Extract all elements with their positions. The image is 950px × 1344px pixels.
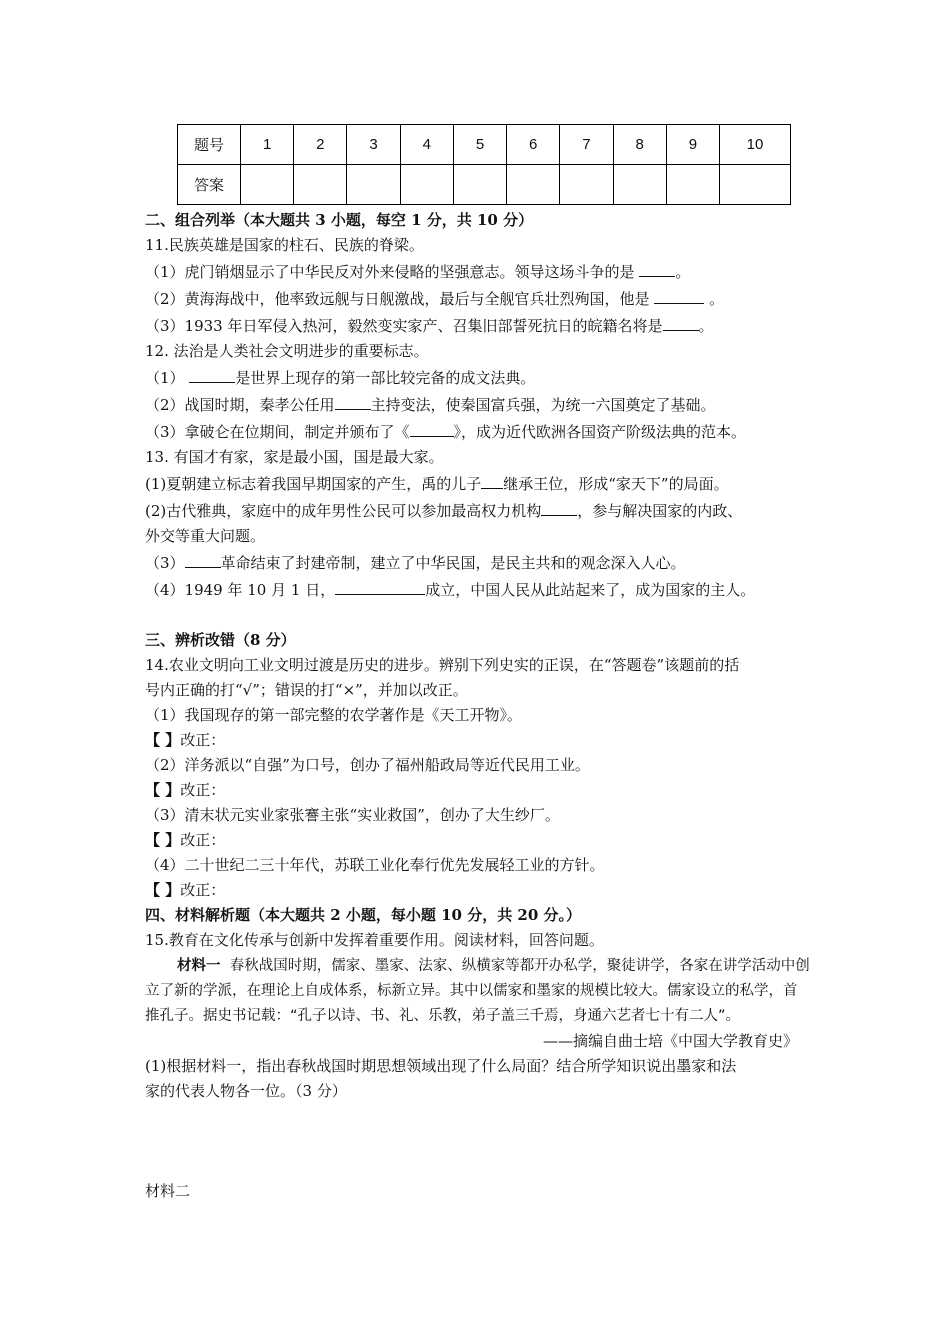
table-row [178,165,791,205]
question-stem: 15.教育在文化传承与创新中发挥着重要作用。阅读材料，回答问题。 [145,931,604,949]
correction-line [145,728,810,753]
answer-cell[interactable] [507,165,560,205]
answer-bracket[interactable]: 【 】 [145,831,181,849]
table-number-cell: 10 [720,125,791,165]
question-text: （3）1933 年日军侵入热河，毅然变实家产、召集旧部誓死抗日的皖籍名将是 [145,317,663,335]
question-line [145,312,810,339]
question-text: （2）黄海海战中，他率致远舰与日舰激战，最后与全舰官兵壮烈殉国，他是 [145,290,650,308]
correction-label: 改正： [180,881,226,899]
question-text: 。 [698,317,714,335]
table-header-cell: 答案 [178,165,241,205]
question-text: 继承王位，形成“家天下”的局面。 [503,475,729,493]
answer-cell[interactable] [666,165,719,205]
answer-blank[interactable] [410,418,454,437]
question-stem: 12. 法治是人类社会文明进步的重要标志。 [145,342,429,360]
question-text: （1）虎门销烟显示了中华民反对外来侵略的坚强意志。领导这场斗争的是 [145,263,635,281]
material-label: 材料一 [177,957,221,974]
question-text: (1)夏朝建立标志着我国早期国家的产生，禹的儿子 [145,475,482,493]
question-text: （4）1949 年 10 月 1 日， [145,581,336,599]
answer-blank[interactable] [663,312,699,331]
question-line [145,470,810,497]
question-text: 》，成为近代欧洲各国资产阶级法典的范本。 [453,423,747,441]
material-text: 春秋战国时期，儒家、墨家、法家、纵横家等都开办私学，聚徒讲学，各家在讲学活动中创立了新的学派，在理论上自成体系，标新立异。其中以儒家和墨家的规模比较大。儒家设立的私学，首推孔子。据史书记载：“孔子以诗、书、礼、乐教，弟子盖三千焉，身通六艺者七十有二人”。 [145,958,810,1024]
table-row [178,125,791,165]
answer-space[interactable] [145,1104,810,1179]
answer-blank[interactable] [481,470,503,489]
answer-blank[interactable] [185,549,221,568]
correction-label: 改正： [180,781,226,799]
section-title: 二、组合列举（本大题共 3 小题，每空 1 分，共 10 分） [145,211,534,229]
question-line [145,418,810,445]
answer-blank[interactable] [654,285,704,304]
question-stem: 14.农业文明向工业文明过渡是历史的进步。辨别下列史实的正误，在“答题卷”该题前的括 [145,656,740,674]
answer-table [177,124,791,205]
answer-blank[interactable] [335,576,425,595]
table-number-cell: 9 [666,125,719,165]
section-title: 四、材料解析题（本大题共 2 小题，每小题 10 分，共 20 分。） [145,906,582,924]
table-number-cell: 4 [400,125,453,165]
question-line: （3）清末状元实业家张謇主张“实业救国”，创办了大生纱厂。 [145,806,560,824]
question-text: (2)古代雅典，家庭中的成年男性公民可以参加最高权力机构 [145,502,542,520]
answer-bracket[interactable]: 【 】 [145,881,181,899]
table-header-cell: 题号 [178,125,241,165]
exam-content [145,208,810,1204]
table-number-cell: 5 [453,125,506,165]
question-text: 。 [709,290,725,308]
question-line [145,364,810,391]
table-number-cell: 3 [347,125,400,165]
answer-blank[interactable] [189,364,235,383]
question-line: （4）二十世纪二三十年代，苏联工业化奉行优先发展轻工业的方针。 [145,856,605,874]
answer-cell[interactable] [613,165,666,205]
question-text: 是世界上现存的第一部比较完备的成文法典。 [235,369,536,387]
question-line: 外交等重大问题。 [145,527,266,545]
answer-cell[interactable] [453,165,506,205]
answer-cell[interactable] [720,165,791,205]
question-line: 家的代表人物各一位。（3 分） [145,1082,347,1100]
question-line: (1)根据材料一，指出春秋战国时期思想领域出现了什么局面？结合所学知识说出墨家和法 [145,1057,737,1075]
question-text: （1） [145,369,185,387]
question-line [145,497,810,524]
answer-bracket[interactable]: 【 】 [145,731,181,749]
material-source: ——摘编自曲士培《中国大学教育史》 [542,1032,798,1050]
question-text: ，参与解决国家的内政、 [577,502,743,520]
correction-line [145,778,810,803]
question-line [145,576,810,603]
question-line [145,391,810,418]
question-text: 成立，中国人民从此站起来了，成为国家的主人。 [425,581,756,599]
correction-line [145,828,810,853]
question-text: 主持变法，使秦国富兵强，为统一六国奠定了基础。 [370,396,716,414]
question-stem: 13. 有国才有家，家是最小国，国是最大家。 [145,448,444,466]
answer-cell[interactable] [400,165,453,205]
answer-blank[interactable] [541,497,577,516]
question-text: 革命结束了封建帝制，建立了中华民国，是民主共和的观念深入人心。 [220,554,686,572]
answer-bracket[interactable]: 【 】 [145,781,181,799]
material-one [145,953,810,1029]
question-line: （2）洋务派以“自强”为口号，创办了福州船政局等近代民用工业。 [145,756,590,774]
spacer [145,603,810,628]
material-two-label: 材料二 [145,1182,191,1200]
correction-label: 改正： [180,731,226,749]
answer-cell[interactable] [560,165,613,205]
answer-cell[interactable] [347,165,400,205]
table-number-cell: 2 [294,125,347,165]
answer-cell[interactable] [241,165,294,205]
question-line: （1）我国现存的第一部完整的农学著作是《天工开物》。 [145,706,523,724]
question-stem: 11.民族英雄是国家的柱石、民族的脊梁。 [145,236,424,254]
question-text: （3）拿破仑在位期间，制定并颁布了《 [145,423,410,441]
correction-label: 改正： [180,831,226,849]
question-text: （2）战国时期，秦孝公任用 [145,396,335,414]
answer-blank[interactable] [639,258,675,277]
answer-cell[interactable] [294,165,347,205]
table-number-cell: 7 [560,125,613,165]
question-line [145,285,810,312]
section-title: 三、辨析改错（8 分） [145,631,296,649]
question-line [145,549,810,576]
question-text: 。 [675,263,691,281]
table-number-cell: 6 [507,125,560,165]
question-stem: 号内正确的打“√”；错误的打“×”，并加以改正。 [145,681,468,699]
question-line [145,258,810,285]
table-number-cell: 8 [613,125,666,165]
answer-blank[interactable] [335,391,371,410]
correction-line [145,878,810,903]
table-number-cell: 1 [241,125,294,165]
question-text: （3） [145,554,185,572]
